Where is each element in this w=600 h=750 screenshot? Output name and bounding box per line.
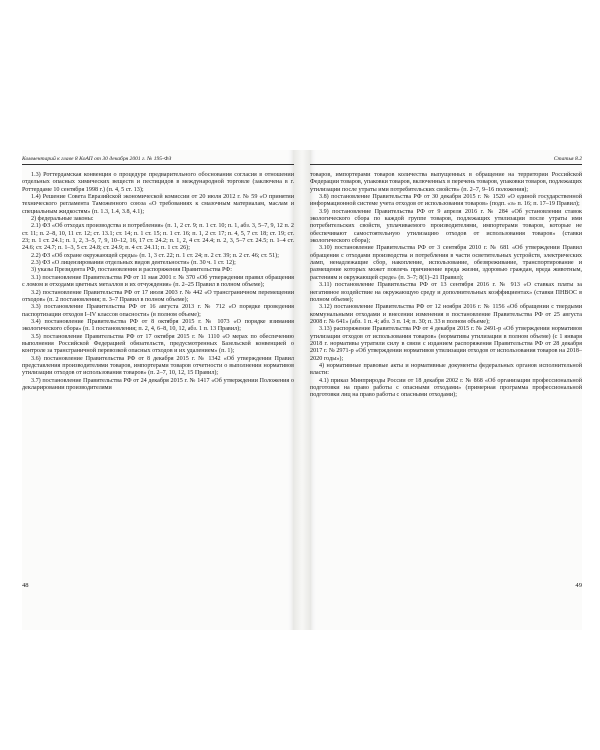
paragraph: 4.1) приказ Минприроды России от 18 декабря 2002 г. № 868 «Об организации профессиональной подготовки на право работы с опасными отходами» (примерная программа профессиональной подготовки лиц на право работы с опасными отходами); <box>310 377 582 399</box>
paragraph: 3.2) постановление Правительства РФ от 17 июля 2003 г. № 442 «О трансграничном перемещении отходов» (п. 2 постановления; п. 3–7 Правил в полном объеме); <box>22 289 294 303</box>
paragraph: 1.3) Роттердамская конвенция о процедуре предварительного обоснования согласия в отношении отдельных опасных химических веществ и пестицидов в международной торговле (заключена в г. Роттердаме 10 сентября 1998 г.) (п. 4, 5 ст. 13); <box>22 172 294 193</box>
left-page <box>22 150 294 630</box>
left-running-head: Комментарий к главе 8 КоАП от 30 декабря 2001 г. № 195-ФЗ <box>22 156 294 165</box>
paragraph: 3.9) постановление Правительства РФ от 9 апреля 2016 г. № 284 «Об установлении ставок экологического сбора по каждой группе товаров, подлежащих утилизации после утраты ими потребительских свойств, уплачиваемого производителями, импортерами товаров, которые не обеспечивают самостоятельную утилизацию отходов от использования товаров» (ставки экологического сбора); <box>310 208 582 245</box>
paragraph: 3.10) постановление Правительства РФ от 3 сентября 2010 г. № 681 «Об утверждении Правил обращения с отходами производства и потребления в части осветительных устройств, электрических ламп, ненадлежащие сбор, накопление, использование, обезвреживание, транспортирование и размещение которых может повлечь причинение вреда жизни, здоровью граждан, вреда животным, растениям и окружающей среде» (п. 3–7; 8(1)–21 Правил); <box>310 245 582 281</box>
paragraph: 4) нормативные правовые акты и нормативные документы федеральных органов исполнительной власти: <box>310 362 582 377</box>
paragraph: 1.4) Решение Совета Евразийской экономической комиссии от 20 июля 2012 г. № 59 «О принятии технического регламента Таможенного союза «О требованиях к смазочным материалам, маслам и специальным жидкостям» (п. 1.3, 1.4, 3.8, 4.1); <box>22 194 294 215</box>
paragraph: 3.4) постановление Правительства РФ от 8 октября 2015 г. № 1073 «О порядке взимания экологического сбора» (п. 1 постановления; п. 2, 4, 6–8, 10, 12, абз. 1 п. 13 Правил); <box>22 318 294 333</box>
paragraph: 2.3) ФЗ «О лицензировании отдельных видов деятельности» (п. 30 ч. 1 ст. 12); <box>31 260 236 267</box>
right-page <box>310 150 582 630</box>
paragraph: 2.1) ФЗ «Об отходах производства и потребления» (п. 1, 2 ст. 9; п. 1 ст. 10; п. 1, абз. 3, 5–7, 9, 12 п. 2 ст. 11; п. 2–8, 10, 11 ст. 12; ст. 13.1; ст. 14; п. 1 ст. 15; п. 1 ст. 16; п. 1, 2 ст. 17; п. 4, 5, 7 ст. 18; ст. 19; ст. 23; п. 1 ст. 24.1; п. 1, 2, 3–5, 7, 9, 10–12, 16, 17 ст. 24.2; п. 1, 2, 4 ст. 24.4; п. 2, 3, 5–7 ст. 24.5; п. 1–4 ст. 24.6; ст. 24.7; п. 1–3, 5 ст. 24.8; ст. 24.9; п. 4 ст. 24.11; п. 1 ст. 26); <box>22 223 294 252</box>
paragraph: 3.1) постановление Правительства РФ от 11 мая 2001 г. № 370 «Об утверждении правил обращения с ломом и отходами цветных металлов и их отчуждения» (п. 2–25 Правил в полном объеме); <box>22 274 294 289</box>
paragraph: 3.5) постановление Правительства РФ от 17 октября 2015 г. № 1110 «О мерах по обеспечению выполнения Российской Федерацией обязательств, предусмотренных Базельской конвенцией о контроле за трансграничной перевозкой опасных отходов и их удалением» (п. 1); <box>22 333 294 355</box>
left-page-number: 48 <box>22 582 29 589</box>
right-page-number: 49 <box>575 582 582 589</box>
right-page-text <box>310 172 582 400</box>
right-running-head: Статья 8.2 <box>310 156 582 165</box>
left-page-text <box>22 172 294 392</box>
paragraph: 3.12) постановление Правительства РФ от 12 ноября 2016 г. № 1156 «Об обращении с твердыми коммунальными отходами и внесении изменения в постановление Правительства РФ от 25 августа 2008 г. № 641» (абз. 1 п. 4; абз. 3 п. 14; п. 30; п. 33 в полном объеме); <box>310 304 582 325</box>
paragraph: 3.11) постановление Правительства РФ от 13 сентября 2016 г. № 913 «О ставках платы за негативное воздействие на окружающую среду и дополнительных коэффициентах» (ставки ПНВОС в полном объеме); <box>310 282 582 303</box>
paragraph: 3.13) распоряжение Правительства РФ от 4 декабря 2015 г. № 2491-р «Об утверждении нормативов утилизации отходов от использования товаров» (нормативы утилизации в полном объеме) (с 1 января 2018 г. нормативы утратили силу в связи с изданием распоряжения Правительства РФ от 28 декабря 2017 г. № 2971-р «Об утверждении нормативов утилизации отходов от использования товаров на 2018–2020 годы»); <box>310 326 582 362</box>
paragraph: 3.8) постановление Правительства РФ от 30 декабря 2015 г. № 1520 «О единой государственной информационной системе учета отходов от использования товаров» (подп. «з» п. 16; п. 17–19 Правил); <box>310 194 582 208</box>
paragraph: 3.3) постановление Правительства РФ от 16 августа 2013 г. № 712 «О порядке проведения паспортизации отходов I–IV классов опасности» (в полном объеме); <box>22 304 294 318</box>
paragraph-continued: товаров, импортерами товаров количества выпущенных в обращение на территории Российской Федерации товаров, упаковки товаров, включенных в перечень товаров, упаковки товаров, подлежащих утилизации после утраты ими потребительских свойств» (п. 2–7, 9–16 положения); <box>310 172 582 193</box>
book-gutter <box>294 150 310 630</box>
paragraph: 3.6) постановление Правительства РФ от 8 декабря 2015 г. № 1342 «Об утверждении Правил представления производителями товаров, импортерами товаров отчетности о выполнении нормативов утилизации отходов от использования товаров» (п. 2–7, 10, 12, 15 Правил); <box>22 355 294 377</box>
paragraph: 3.7) постановление Правительства РФ от 24 декабря 2015 г. № 1417 «Об утверждении Положения о декларировании производителями <box>22 377 294 391</box>
paragraph: 3) указы Президента РФ, постановления и распоряжения Правительства РФ: <box>31 267 232 274</box>
paragraph: 2) федеральные законы: <box>31 216 94 223</box>
paragraph: 2.2) ФЗ «Об охране окружающей среды» (п. 1, 3 ст. 22; п. 1 ст. 24; п. 2 ст. 39; п. 2 ст. 46; ст. 51); <box>31 252 279 259</box>
